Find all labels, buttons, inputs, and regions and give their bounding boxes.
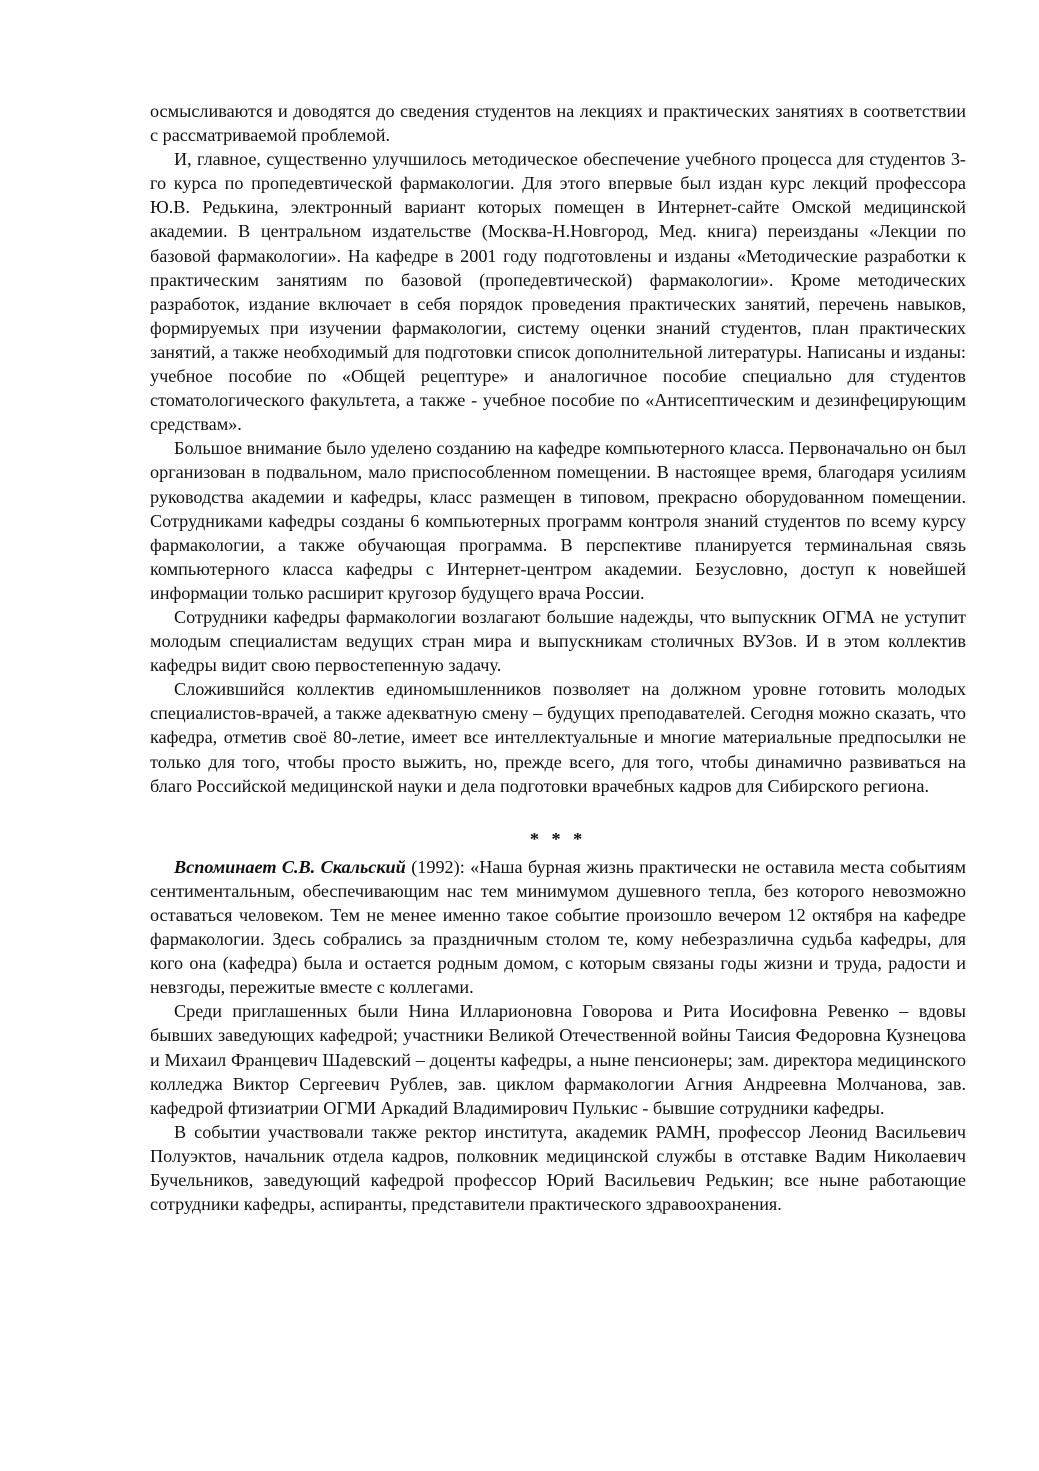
paragraph-hopes: Сотрудники кафедры фармакологии возлагают большие надежды, что выпускник ОГМА не уступит молодым специалистам ведущих стран мира и выпускникам столичных ВУЗов. И в этом коллектив кафедры видит свою первостепенную задачу.	[150, 606, 966, 676]
section-separator: * * *	[529, 828, 587, 849]
paragraph-collective: Сложившийся коллектив единомышленников позволяет на должном уровне готовить молодых специалистов-врачей, а также адекватную смену – будущих преподавателей. Сегодня можно сказать, что кафедра, отметив своё 80-летие, имеет все интеллектуальные и многие материальные предпосылки не только для того, чтобы просто выжить, но, прежде всего, для того, чтобы динамично развиваться на благо Российской медицинской науки и дела подготовки врачебных кадров для Сибирского региона.	[150, 679, 966, 796]
paragraph-memoir	[150, 855, 966, 1000]
document-page	[150, 99, 966, 1216]
paragraph-participants: В событии участвовали также ректор института, академик РАМН, профессор Леонид Васильевич Полуэктов, начальник отдела кадров, полковник медицинской службы в отставке Вадим Николаевич Бучельников, заведующий кафедрой профессор Юрий Васильевич Редькин; все ныне работающие сотрудники кафедры, аспиранты, представители практического здравоохранения.	[150, 1121, 966, 1215]
memoir-author: Вспоминает С.В. Скальский	[174, 856, 406, 877]
paragraph-computer-class: Большое внимание было уделено созданию на кафедре компьютерного класса. Первоначально он был организован в подвальном, мало приспособленном помещении. В настоящее время, благодаря усилиям руководства академии и кафедры, класс размещен в типовом, прекрасно оборудованном помещении. Сотрудниками кафедры созданы 6 компьютерных программ контроля знаний студентов по всему курсу фармакологии, а также обучающая программа. В перспективе планируется терминальная связь компьютерного класса кафедры с Интернет-центром академии. Безусловно, доступ к новейшей информации только расширит кругозор будущего врача России.	[150, 438, 966, 603]
memoir-text: (1992): «Наша бурная жизнь практически не оставила места событиям сентиментальным, обеспечивающим нас тем минимумом душевного тепла, без которого невозможно оставаться человеком. Тем не менее именно такое событие произошло вечером 12 октября на кафедре фармакологии. Здесь собрались за праздничным столом те, кому небезразлична судьба кафедры, для кого она (кафедра) была и остается родным домом, с которым связаны годы жизни и труда, радости и невзгоды, пережитые вместе с коллегами.	[150, 856, 966, 998]
paragraph-continuation: осмысливаются и доводятся до сведения студентов на лекциях и практических занятиях в соответствии с рассматриваемой проблемой.	[150, 101, 966, 146]
paragraph-guests: Среди приглашенных были Нина Илларионовна Говорова и Рита Иосифовна Ревенко – вдовы бывших заведующих кафедрой; участники Великой Отечественной войны Таисия Федоровна Кузнецова и Михаил Францевич Шадевский – доценты кафедры, а ныне пенсионеры; зам. директора медицинского колледжа Виктор Сергеевич Рублев, зав. циклом фармакологии Агния Андреевна Молчанова, зав. кафедрой фтизиатрии ОГМИ Аркадий Владимирович Пулькис - бывшие сотрудники кафедры.	[150, 1001, 966, 1118]
paragraph-methodical-support: И, главное, существенно улучшилось методическое обеспечение учебного процесса для студентов 3-го курса по пропедевтической фармакологии. Для этого впервые был издан курс лекций профессора Ю.В. Редькина, электронный вариант которых помещен в Интернет-сайте Омской медицинской академии. В центральном издательстве (Москва-Н.Новгород, Мед. книга) переизданы «Лекции по базовой фармакологии». На кафедре в 2001 году подготовлены и изданы «Методические разработки к практическим занятиям по базовой (пропедевтической) фармакологии». Кроме методических разработок, издание включает в себя порядок проведения практических занятий, перечень навыков, формируемых при изучении фармакологии, систему оценки знаний студентов, план практических занятий, а также необходимый для подготовки список дополнительной литературы. Написаны и изданы: учебное пособие по «Общей рецептуре» и аналогичное пособие специально для студентов стоматологического факультета, а также - учебное пособие по «Антисептическим и дезинфецирующим средствам».	[150, 149, 966, 435]
